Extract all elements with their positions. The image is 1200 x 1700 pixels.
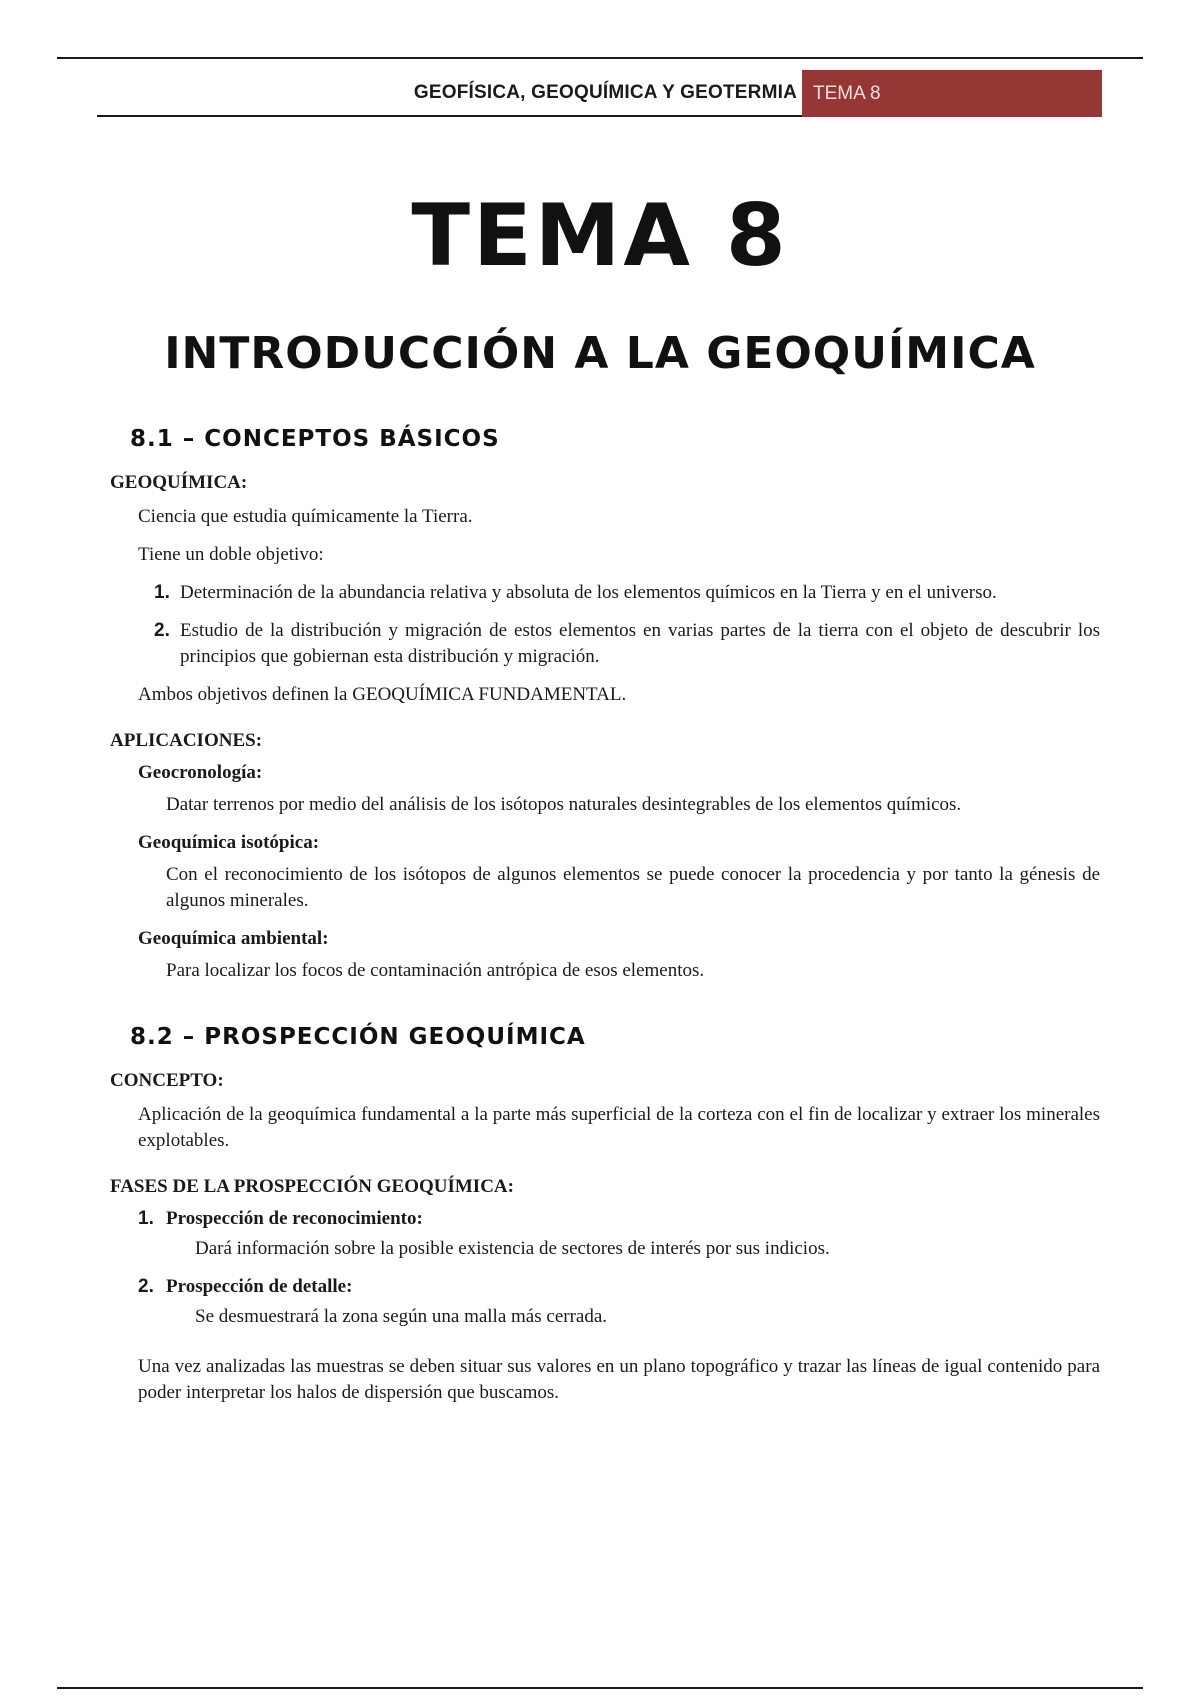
paragraph: Tiene un doble objetivo: [138,544,324,565]
sublabel-geoquimica-isotopica: Geoquímica isotópica: [138,832,320,853]
section-heading-1: 8.1 – CONCEPTOS BÁSICOS [130,426,500,452]
label-concepto: CONCEPTO: [110,1070,224,1091]
list-text: Determinación de la abundancia relativa y absoluta de los elementos químicos en la Tierra y en el universo. [180,582,997,603]
document-body [110,426,1100,1418]
sublabel-geocronologia: Geocronología: [138,762,263,783]
document-title: TEMA 8 [411,186,789,286]
sublabel-geoquimica-ambiental: Geoquímica ambiental: [138,928,329,949]
section-heading-2: 8.2 – PROSPECCIÓN GEOQUÍMICA [130,1024,586,1050]
document-subtitle: INTRODUCCIÓN A LA GEOQUÍMICA [164,328,1036,379]
label-aplicaciones: APLICACIONES: [110,730,263,751]
bottom-rule [57,1687,1143,1689]
paragraph: Aplicación de la geoquímica fundamental a la parte más superficial de la corteza con el fin de localizar y extraer los minerales explotables. [138,1104,1100,1151]
page-header [97,70,1102,117]
header-underline [97,115,802,117]
label-fases: FASES DE LA PROSPECCIÓN GEOQUÍMICA: [110,1176,514,1197]
paragraph: Dará información sobre la posible existencia de sectores de interés por sus indicios. [195,1238,830,1259]
paragraph: Para localizar los focos de contaminación antrópica de esos elementos. [166,960,705,981]
phase-number: 2. [138,1276,154,1297]
phase-number: 1. [138,1208,154,1229]
closing-paragraph: Una vez analizadas las muestras se deben situar sus valores en un plano topográfico y trazar las líneas de igual contenido para poder interpretar los halos de dispersión que buscamos. [138,1356,1100,1403]
paragraph: Ciencia que estudia químicamente la Tierra. [138,506,473,527]
list-number: 2. [154,620,170,641]
header-title: GEOFÍSICA, GEOQUÍMICA Y GEOTERMIA [413,82,797,103]
list-item [154,618,1100,670]
phase-item [138,1208,1100,1230]
paragraph: Se desmuestrará la zona según una malla más cerrada. [195,1306,608,1327]
paragraph: Ambos objetivos definen la GEOQUÍMICA FUNDAMENTAL. [138,684,627,705]
paragraph: Datar terrenos por medio del análisis de los isótopos naturales desintegrables de los elementos químicos. [166,794,962,815]
header-badge: TEMA 8 [802,70,1102,117]
phase-label: Prospección de reconocimiento: [166,1208,423,1229]
phase-label: Prospección de detalle: [166,1276,353,1297]
list-text: Estudio de la distribución y migración de estos elementos en varias partes de la tierra con el objeto de descubrir los principios que gobiernan esta distribución y migración. [180,620,1100,667]
objectives-list [154,580,1100,670]
list-number: 1. [154,582,170,603]
paragraph: Con el reconocimiento de los isótopos de algunos elementos se puede conocer la procedencia y por tanto la génesis de algunos minerales. [166,864,1100,911]
phase-item [138,1276,1100,1298]
list-item [154,580,1100,606]
top-rule [57,57,1143,59]
label-geoquimica: GEOQUÍMICA: [110,472,248,493]
